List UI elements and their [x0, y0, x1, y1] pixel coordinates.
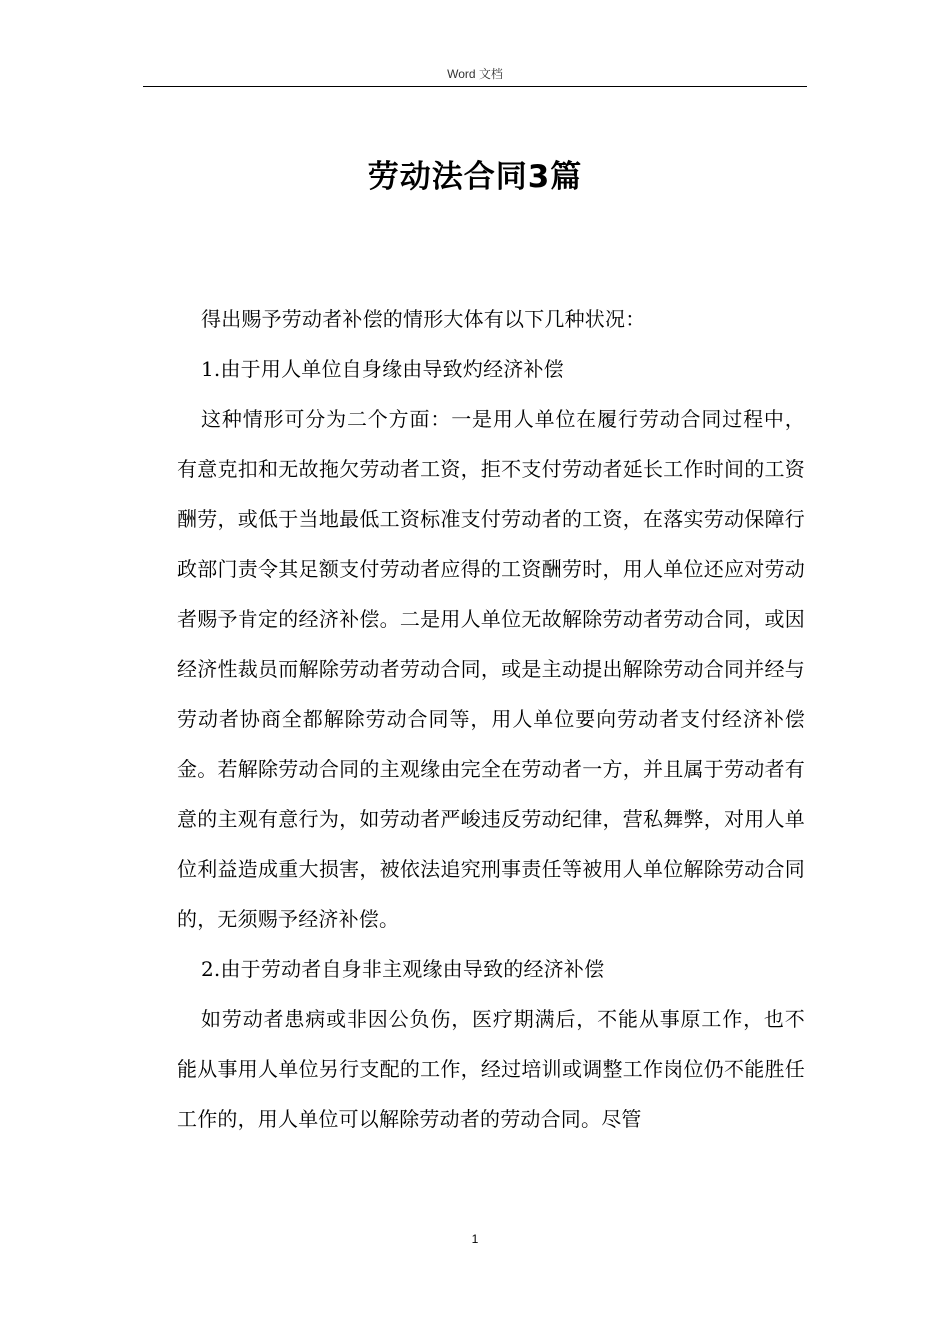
document-title: 劳动法合同3篇 — [367, 159, 583, 195]
paragraph-body-2: 如劳动者患病或非因公负伤，医疗期满后，不能从事原工作，也不能从事用人单位另行支配的工作，经过培训或调整工作岗位仍不能胜任工作的，用人单位可以解除劳动者的劳动合同。尽管 — [177, 1007, 805, 1131]
paragraph-heading-2: 2.由于劳动者自身非主观缘由导致的经济补偿 — [201, 957, 605, 981]
paragraph-intro: 得出赐予劳动者补偿的情形大体有以下几种状况： — [201, 307, 646, 331]
header-label: Word 文档 — [447, 67, 503, 81]
paragraph-heading-1: 1.由于用人单位自身缘由导致灼经济补偿 — [201, 357, 564, 381]
paragraph-body-1: 这种情形可分为二个方面：一是用人单位在履行劳动合同过程中，有意克扣和无故拖欠劳动者工资，拒不支付劳动者延长工作时间的工资酬劳，或低于当地最低工资标准支付劳动者的工资，在落实劳动保障行政部门责令其足额支付劳动者应得的工资酬劳时，用人单位还应对劳动者赐予肯定的经济补偿。二是用人单位无故解除劳动者劳动合同，或因经济性裁员而解除劳动者劳动合同，或是主动提出解除劳动合同并经与劳动者协商全都解除劳动合同等，用人单位要向劳动者支付经济补偿金。若解除劳动合同的主观缘由完全在劳动者一方，并且属于劳动者有意的主观有意行为，如劳动者严峻违反劳动纪律，营私舞弊，对用人单位利益造成重大损害，被依法追究刑事责任等被用人单位解除劳动合同的，无须赐予经济补偿。 — [177, 407, 805, 931]
header-divider — [143, 86, 807, 87]
document-body — [177, 294, 805, 1144]
page-number: 1 — [471, 1232, 479, 1246]
